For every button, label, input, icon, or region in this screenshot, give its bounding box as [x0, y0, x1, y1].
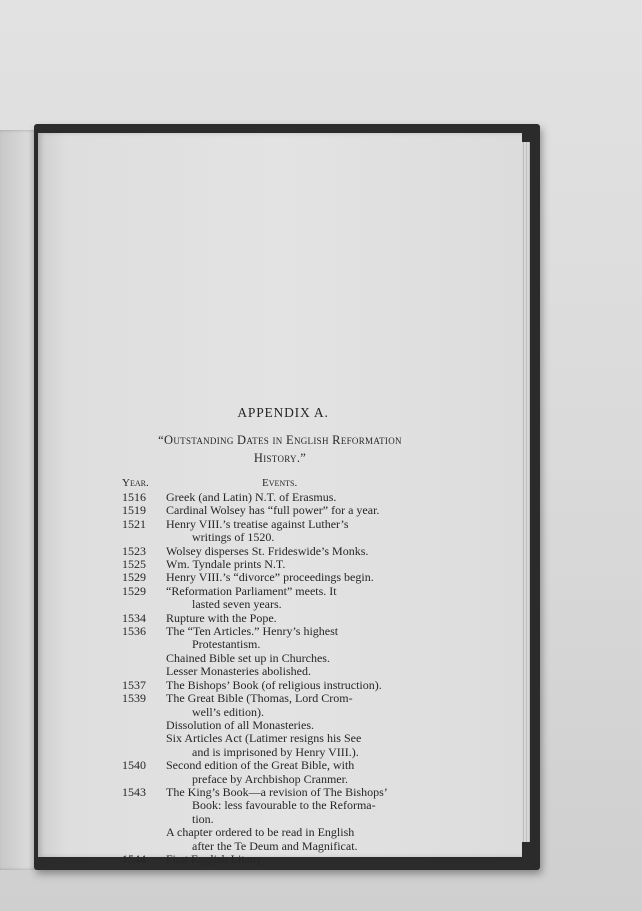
timeline-event [166, 558, 426, 571]
timeline-year: 1519 [122, 503, 146, 518]
event-line: The Great Bible (Thomas, Lord Crom- [166, 691, 353, 706]
appendix-heading: APPENDIX A. [237, 405, 329, 420]
book-page [38, 133, 522, 866]
timeline-row [122, 491, 426, 504]
timeline-row [122, 558, 426, 571]
timeline-row [122, 665, 426, 678]
timeline-row [122, 679, 426, 692]
timeline-year: 1521 [122, 516, 146, 531]
timeline-event [166, 665, 426, 678]
timeline-event [166, 652, 426, 665]
event-line: writings of 1520. [192, 530, 275, 545]
timeline-year: 1523 [122, 543, 146, 558]
timeline-row [122, 853, 426, 866]
event-line: Dissolution of all Monasteries. [166, 717, 314, 732]
timeline-event [166, 504, 426, 517]
column-year-label: Year. [122, 477, 149, 489]
event-line: The King’s Book—a revision of The Bishops’ [166, 784, 388, 799]
timeline-event [166, 585, 426, 612]
event-line: The Bishops’ Book (of religious instruction). [166, 677, 382, 692]
timeline-row [122, 786, 426, 826]
event-line: Second edition of the Great Bible, with [166, 758, 355, 773]
event-line: The “Ten Articles.” Henry’s highest [166, 624, 339, 639]
event-line: Henry VIII.’s “divorce” proceedings begin. [166, 570, 374, 585]
column-events-label: Events. [262, 477, 298, 489]
timeline-event [166, 491, 426, 504]
timeline-event [166, 732, 426, 759]
event-line: Wolsey disperses St. Frideswide’s Monks. [166, 543, 369, 558]
timeline-row [122, 732, 426, 759]
event-line: First English Litany. [166, 851, 265, 866]
event-line: and is imprisoned by Henry VIII.). [192, 744, 359, 759]
timeline-event [166, 759, 426, 786]
event-line: Six Articles Act (Latimer resigns his See [166, 731, 362, 746]
timeline-row [122, 571, 426, 584]
timeline-event [166, 571, 426, 584]
timeline-year: 1543 [122, 784, 146, 799]
timeline-event [166, 853, 426, 866]
event-line: preface by Archbishop Cranmer. [192, 771, 348, 786]
timeline-year: 1536 [122, 624, 146, 639]
timeline-event [166, 679, 426, 692]
timeline-row [122, 625, 426, 652]
page-content [38, 133, 522, 866]
event-line: well’s edition). [192, 704, 264, 719]
timeline-year: 1529 [122, 583, 146, 598]
event-line: after the Te Deum and Magnificat. [192, 838, 358, 853]
timeline-row [122, 692, 426, 719]
event-line: Chained Bible set up in Churches. [166, 650, 330, 665]
timeline-event [166, 826, 426, 853]
event-line: tion. [192, 811, 214, 826]
timeline-event [166, 545, 426, 558]
timeline-row [122, 585, 426, 612]
timeline-row [122, 504, 426, 517]
timeline-row [122, 719, 426, 732]
event-line: lasted seven years. [192, 597, 282, 612]
timeline-row [122, 826, 426, 853]
timeline-event [166, 786, 426, 826]
timeline-year: 1534 [122, 610, 146, 625]
timeline-event [166, 612, 426, 625]
timeline-row [122, 652, 426, 665]
event-line: Greek (and Latin) N.T. of Erasmus. [166, 490, 337, 504]
event-line: “Reformation Parliament” meets. It [166, 583, 337, 598]
subtitle-line-2: History.” [253, 451, 307, 465]
appendix-subtitle [38, 431, 522, 467]
timeline-year: 1516 [122, 490, 146, 504]
timeline-year: 1529 [122, 570, 146, 585]
event-line: Lesser Monasteries abolished. [166, 664, 311, 679]
event-line: Protestantism. [192, 637, 261, 652]
event-line: Henry VIII.’s treatise against Luther’s [166, 516, 349, 531]
timeline-row [122, 612, 426, 625]
event-line: Book: less favourable to the Reforma- [192, 798, 376, 813]
event-line: Rupture with the Pope. [166, 610, 277, 625]
timeline-row [122, 759, 426, 786]
event-line: Cardinal Wolsey has “full power” for a year. [166, 503, 380, 518]
timeline-row [122, 518, 426, 545]
timeline-row [122, 545, 426, 558]
subtitle-line-1: “Outstanding Dates in English Reformation [158, 433, 402, 447]
timeline-list [122, 491, 426, 866]
timeline-year: 1537 [122, 677, 146, 692]
timeline-event [166, 692, 426, 719]
timeline-event [166, 625, 426, 652]
timeline-year: 1544 [122, 851, 146, 866]
timeline-year: 1525 [122, 557, 146, 572]
timeline-event [166, 518, 426, 545]
timeline-year: 1540 [122, 758, 146, 773]
event-line: A chapter ordered to be read in English [166, 825, 355, 840]
timeline-year: 1539 [122, 691, 146, 706]
event-line: Wm. Tyndale prints N.T. [166, 557, 286, 572]
timeline-event [166, 719, 426, 732]
